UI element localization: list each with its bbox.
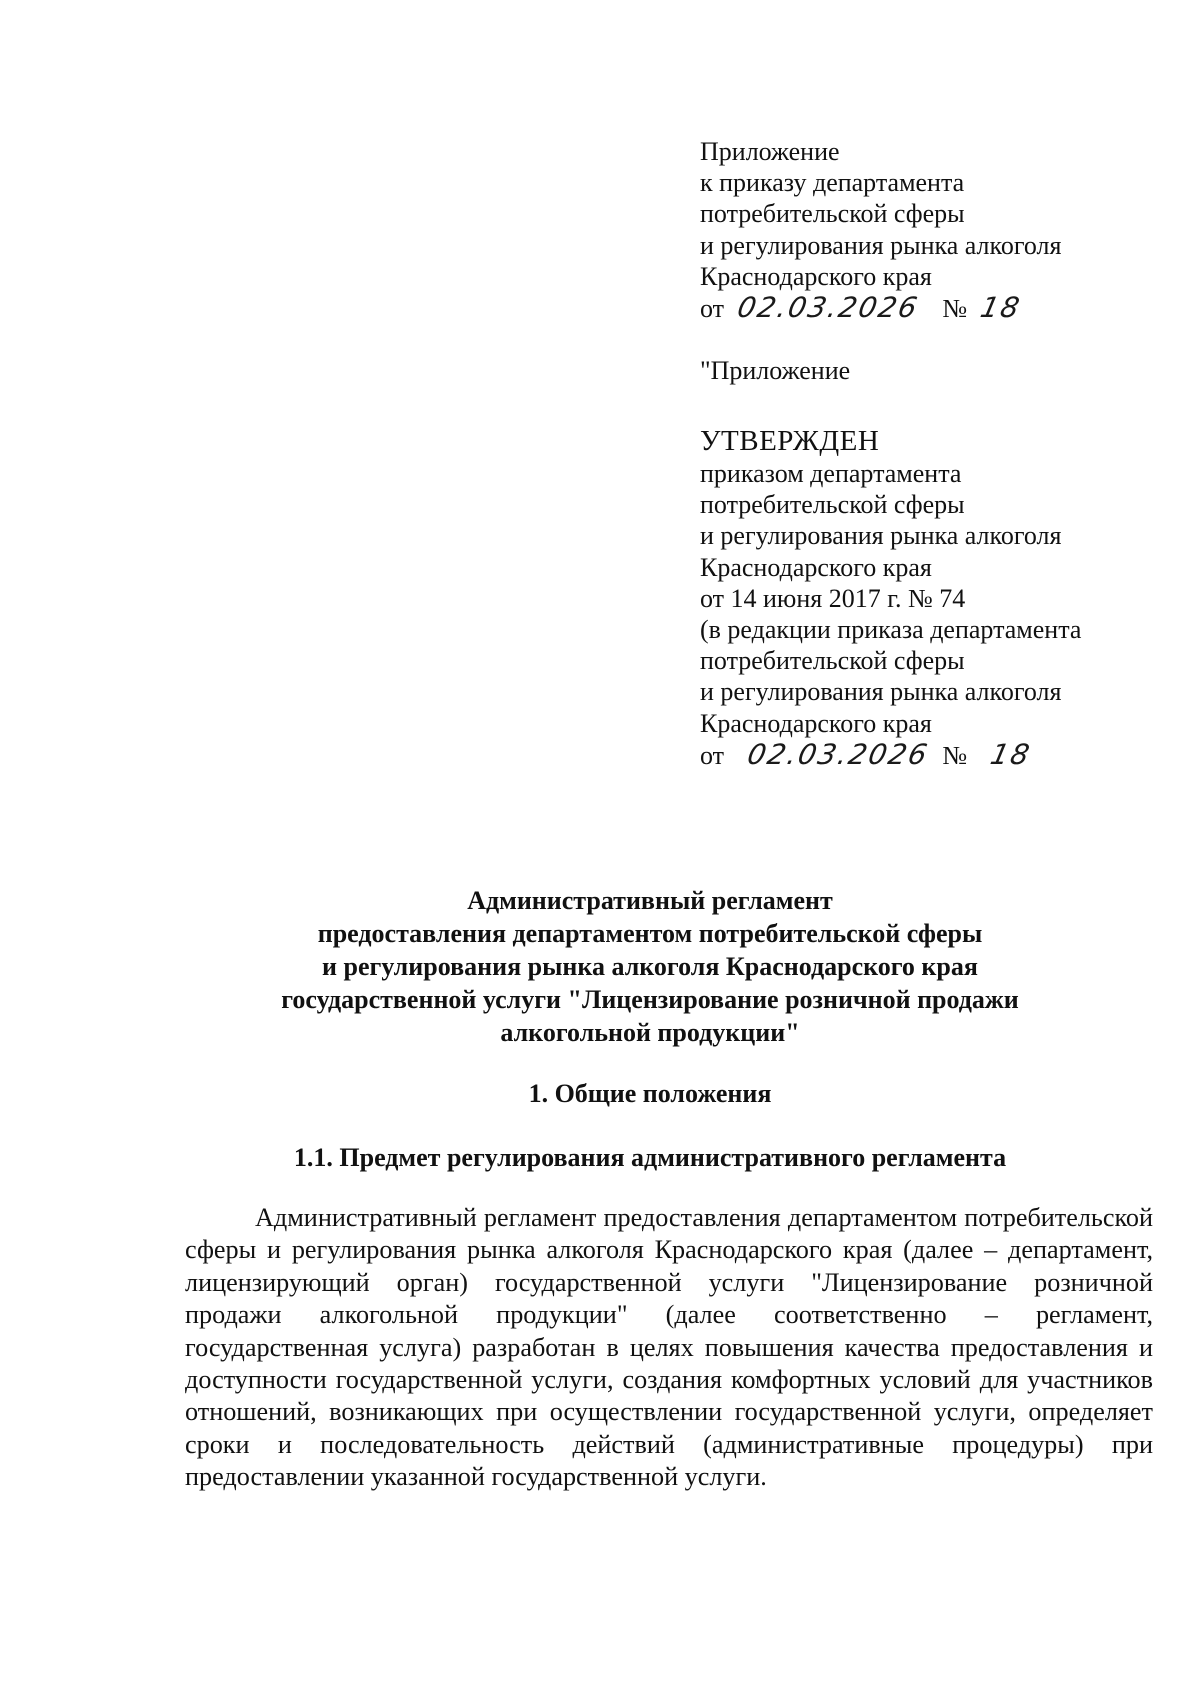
- approved-line: потребительской сферы: [700, 646, 965, 676]
- handwritten-date: 02.03.2026: [734, 291, 922, 325]
- appendix-line: Приложение: [700, 137, 840, 166]
- appendix-line: Краснодарского края: [700, 261, 932, 291]
- document-title: [140, 884, 1160, 1049]
- appendix-line: к приказу департамента: [700, 168, 965, 198]
- approved-date-line: [700, 739, 1160, 771]
- quoted-appendix-label: "Приложение: [700, 356, 851, 385]
- body-paragraph: Административный регламент предоставления департаментом потребительской сферы и регулирования рынка алкоголя Краснодарского края (далее – департамент, лицензирующий орган) государственной услуги "Лицензирование розничной продажи алкогольной продукции" (далее соответственно – регламент, государственная услуга) разработан в целях повышения качества предоставления и доступности государственной услуги, создания комфортных условий для участников отношений, возникающих при осуществлении государственной услуги, определяет сроки и последовательность действий (административные процедуры) при предоставлении указанной государственной услуги.: [185, 1203, 1153, 1492]
- handwritten-number: 18: [977, 291, 1025, 325]
- approved-line: (в редакции приказа департамента: [700, 615, 1082, 645]
- quoted-appendix: [700, 355, 1160, 386]
- approved-line: и регулирования рынка алкоголя: [700, 521, 1062, 551]
- title-line: и регулирования рынка алкоголя Краснодарского края: [322, 952, 978, 981]
- title-line: алкогольной продукции": [500, 1018, 800, 1047]
- date-prefix: от: [700, 294, 725, 324]
- title-line: государственной услуги "Лицензирование розничной продажи: [281, 985, 1019, 1014]
- number-sign: №: [942, 740, 968, 770]
- appendix-line: потребительской сферы: [700, 199, 965, 229]
- number-sign: №: [942, 294, 968, 324]
- approved-line: Краснодарского края: [700, 708, 932, 738]
- appendix-header: [700, 136, 1160, 324]
- title-line: Административный регламент: [467, 886, 833, 915]
- approved-heading: УТВЕРЖДЕН: [700, 425, 880, 457]
- date-prefix: от: [700, 740, 725, 770]
- approved-block: [700, 424, 1160, 771]
- handwritten-date: 02.03.2026: [744, 737, 932, 771]
- appendix-line: и регулирования рынка алкоголя: [700, 230, 1062, 260]
- title-line: предоставления департаментом потребительской сферы: [317, 919, 983, 948]
- section-heading-1: 1. Общие положения: [528, 1079, 772, 1108]
- handwritten-number: 18: [987, 737, 1035, 771]
- approved-line: Краснодарского края: [700, 552, 932, 582]
- appendix-date-line: [700, 292, 1160, 324]
- approved-line: от 14 июня 2017 г. № 74: [700, 583, 966, 613]
- approved-line: приказом департамента: [700, 459, 962, 488]
- approved-line: и регулирования рынка алкоголя: [700, 677, 1062, 707]
- approved-line: потребительской сферы: [700, 490, 965, 520]
- section-heading-1-1: 1.1. Предмет регулирования административного регламента: [293, 1143, 1007, 1172]
